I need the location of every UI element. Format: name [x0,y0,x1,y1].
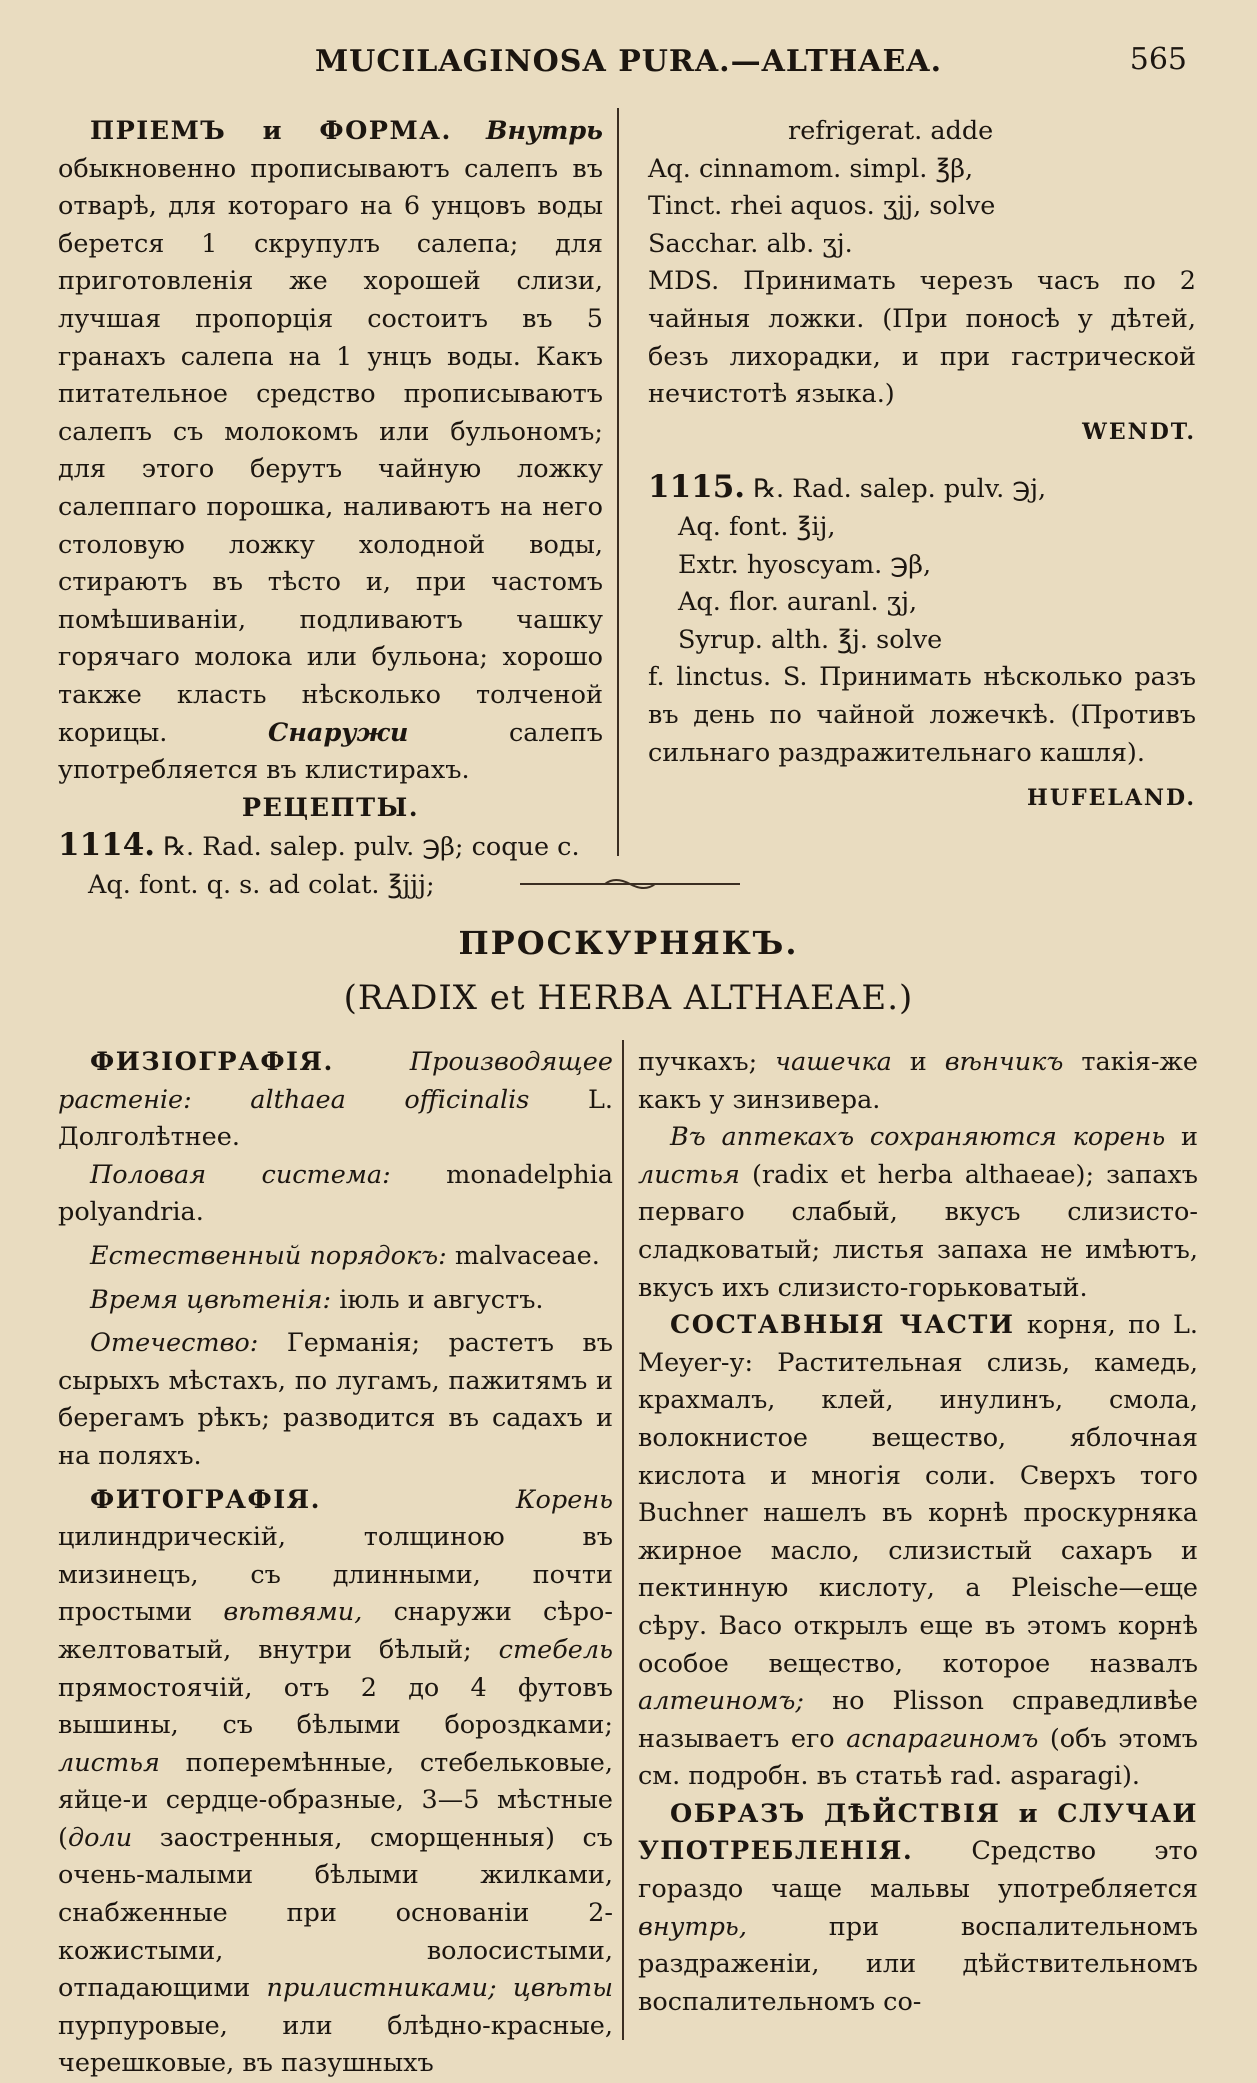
page-number: 565 [1129,42,1187,77]
sostav-text-2: но Plisson справедливѣе называетъ его [638,1686,1199,1754]
time-text: іюль и августъ. [339,1284,544,1315]
obraz-vnutr: внутрь, [638,1911,747,1942]
cont-text-3: такія-же какъ у зинзивера. [638,1047,1198,1115]
fito-leaves: листья [58,1747,160,1778]
fito-flowers: цвѣты [512,1973,613,2004]
obraz-label: ОБРАЗЪ ДѢЙСТВІЯ и СЛУЧАИ УПОТРЕБЛЕНІЯ. [638,1798,1198,1867]
cont-corolla: вѣнчикъ [944,1047,1064,1077]
recipe-1115-author: HUFELAND. [1027,785,1196,812]
time-paragraph [58,1282,613,1320]
recipes-heading: РЕЦЕПТЫ. [241,792,420,823]
section-subtitle: (RADIX et HERBA ALTHAEAE.) [343,978,914,1018]
cont-text-2: и [909,1047,927,1077]
apteka-and: и [1181,1122,1198,1153]
order-text: malvaceae. [454,1240,600,1271]
home-paragraph [58,1325,613,1475]
cont-text-1: пучкахъ; [638,1047,758,1077]
recipe-1115-line-3: Syrup. alth. ℥j. solve [678,624,943,655]
recipe-1114-mds: MDS. Принимать черезъ часъ по 2 чайныя ложки. (При поносѣ у дѣтей, безъ лихорадки, и при гастрической нечистотѣ языка.) [648,266,1196,410]
home-text: Германія; растетъ въ сырыхъ мѣстахъ, по лугамъ, пажитямъ и берегамъ рѣкъ; разводится въ садахъ и на поляхъ. [58,1328,614,1471]
apteka-paragraph [638,1119,1198,1307]
column-rule-bottom [622,1040,624,2040]
top-right-column [648,113,1196,818]
sys-label: Половая система: [90,1159,391,1190]
apteka-label: Въ аптекахъ сохраняются корень [670,1122,1166,1153]
fito-lobes: доли [67,1822,133,1853]
fito-root: Корень [515,1484,613,1515]
section-divider-ornament [520,876,740,892]
order-label: Естественный порядокъ: [90,1240,447,1271]
fito-text-1: цилиндрическій, толщиною въ мизинецъ, съ длинными, почти простыми [58,1522,613,1628]
recipe-1114-first-line [58,827,603,867]
recipe-1114-author: WENDT. [1082,418,1196,445]
recipe-gap [648,451,1196,469]
fito-text-2: снаружи сѣро-желтоватый, внутри бѣлый; [58,1597,614,1665]
fizio-label: ФИЗІОГРАФІЯ. [90,1047,334,1077]
fito-stipules: прилистниками; [266,1973,497,2004]
recipe-1114-cont-2: Tinct. rhei aquos. ʒjj, solve [648,191,996,222]
fizio-rest: L. Долголѣтнее. [58,1084,614,1153]
obraz-text-1: Средство это гораздо чаще мальвы употребляется [638,1836,1198,1905]
section-title: ПРОСКУРНЯКЪ. [458,924,799,962]
fizio-species: althaea officinalis [250,1084,530,1115]
home-label: Отечество: [90,1328,259,1359]
cont-calyx: чашечка [775,1047,892,1077]
fito-paragraph [58,1482,613,2083]
obraz-paragraph [638,1796,1198,2022]
recipe-1115-first-line [648,469,1196,509]
fizio-paragraph [58,1044,613,1157]
fito-text-3: прямостоячій, отъ 2 до 4 футовъ вышины, съ бѣлыми бороздками; [58,1672,613,1741]
recipe-1114-cont-0: refrigerat. adde [788,116,994,146]
column-rule-top [617,108,619,856]
fito-stem: стебель [498,1634,613,1665]
sostav-label: СОСТАВНЫЯ ЧАСТИ [670,1310,1015,1341]
priem-paragraph [58,113,603,790]
priem-label: ПРІЕМЪ и ФОРМА. [90,116,452,146]
time-label: Время цвѣтенія: [90,1284,332,1315]
fito-label: ФИТОГРАФІЯ. [90,1484,322,1515]
order-paragraph [58,1238,613,1276]
fito-branches: вѣтвями, [223,1597,363,1628]
sostav-asparagin: аспарагиномъ [846,1723,1039,1754]
recipe-1115-line-1: Extr. hyoscyam. ℈β, [678,549,932,580]
recipe-1114-line-1: ℞. Rad. salep. pulv. ℈β; coque c. [163,832,580,863]
continuation-paragraph [638,1044,1198,1119]
running-head: MUCILAGINOSA PURA.—ALTHAEA. [314,44,943,79]
priem-text-1: обыкновенно прописываютъ салепъ въ отварѣ, для котораго на 6 унцовъ воды берется 1 скрупулъ салепа; для приготовленія же хорошей слизи, лучшая пропорція состоитъ въ 5 гранахъ салепа на 1 унцъ воды. Какъ питательное средство прописываютъ салепъ съ молокомъ или бульономъ; для этого берутъ чайную ложку салеппаго порошка, наливаютъ на него столовую ложку холодной воды, стираютъ въ тѣсто и, при частомъ помѣшиваніи, подливаютъ чашку горячаго молока или бульона; хорошо также класть нѣсколько толченой корицы. [58,153,603,748]
obraz-text-2: при воспалительномъ раздраженіи, или дѣйствительномъ воспалительномъ со- [638,1911,1198,2017]
fito-text-5: заостренныя, сморщенныя) съ очень-малыми бѣлыми жилками, снабженные при основаніи 2-кожистыми, волосистыми, отпадающими [58,1822,614,2004]
priem-vnutr: Внутрь [485,116,603,146]
recipe-1114-cont-3: Sacchar. alb. ʒj. [648,228,853,259]
fizio-italic: Производящее растеніе: [58,1047,613,1115]
top-left-column [58,113,603,904]
bottom-left-column [58,1044,613,2083]
sys-text: monadelphia polyandria. [58,1159,614,1228]
sostav-text-1: корня, по L. Meyer-у: Растительная слизь, камедь, крахмалъ, клей, инулинъ, смола, волокнистое вещество, яблочная кислота и многія соли. Сверхъ того Buchner нашелъ въ корнѣ проскурняка жирное масло, слизистый сахаръ и пектинную кислоту, а Pleische—еще сѣру. Baco открылъ еще въ этомъ корнѣ особое вещество, которое назвалъ [638,1310,1199,1679]
sostav-paragraph [638,1307,1198,1796]
recipe-1115-line-0: Aq. font. ℥ij, [678,511,836,542]
apteka-text: (radix et herba althaeae); запахъ перваго слабый, вкусъ слизисто-сладковатый; листья запаха не имѣютъ, вкусъ ихъ слизисто-горьковатый. [638,1159,1199,1303]
sostav-text-3: (объ этомъ см. подробн. въ статьѣ rad. asparagi). [638,1723,1199,1792]
fito-text-4: поперемѣнные, стебельковые, яйце-и сердце-образные, 3—5 мѣстные ( [58,1747,614,1853]
fito-text-6: пурпуровые, или блѣдно-красные, черешковые, въ пазушныхъ [58,2010,613,2079]
recipe-1115-number: 1115. [648,469,746,506]
recipe-1115-line-2: Aq. flor. auranl. ʒj, [678,587,918,618]
page-header [0,44,1257,84]
priem-snaruzhi: Снаружи [268,717,409,748]
sys-paragraph [58,1157,613,1232]
apteka-leaves: листья [638,1159,740,1190]
priem-text-2: салепъ употребляется въ клистирахъ. [58,717,603,786]
recipe-1115-first: ℞. Rad. salep. pulv. ℈j, [753,474,1047,505]
sostav-altein: алтеиномъ; [638,1686,805,1717]
recipe-1114-cont-1: Aq. cinnamom. simpl. ℥β, [648,153,974,184]
recipe-1114-line-2: Aq. font. q. s. ad colat. ℥jjj; [88,869,435,900]
recipe-1115-sig: f. linctus. S. Принимать нѣсколько разъ въ день по чайной ложечкѣ. (Противъ сильнаго раздражительнаго кашля). [648,662,1196,768]
bottom-right-column [638,1044,1198,2021]
recipe-1114-number: 1114. [58,827,156,864]
